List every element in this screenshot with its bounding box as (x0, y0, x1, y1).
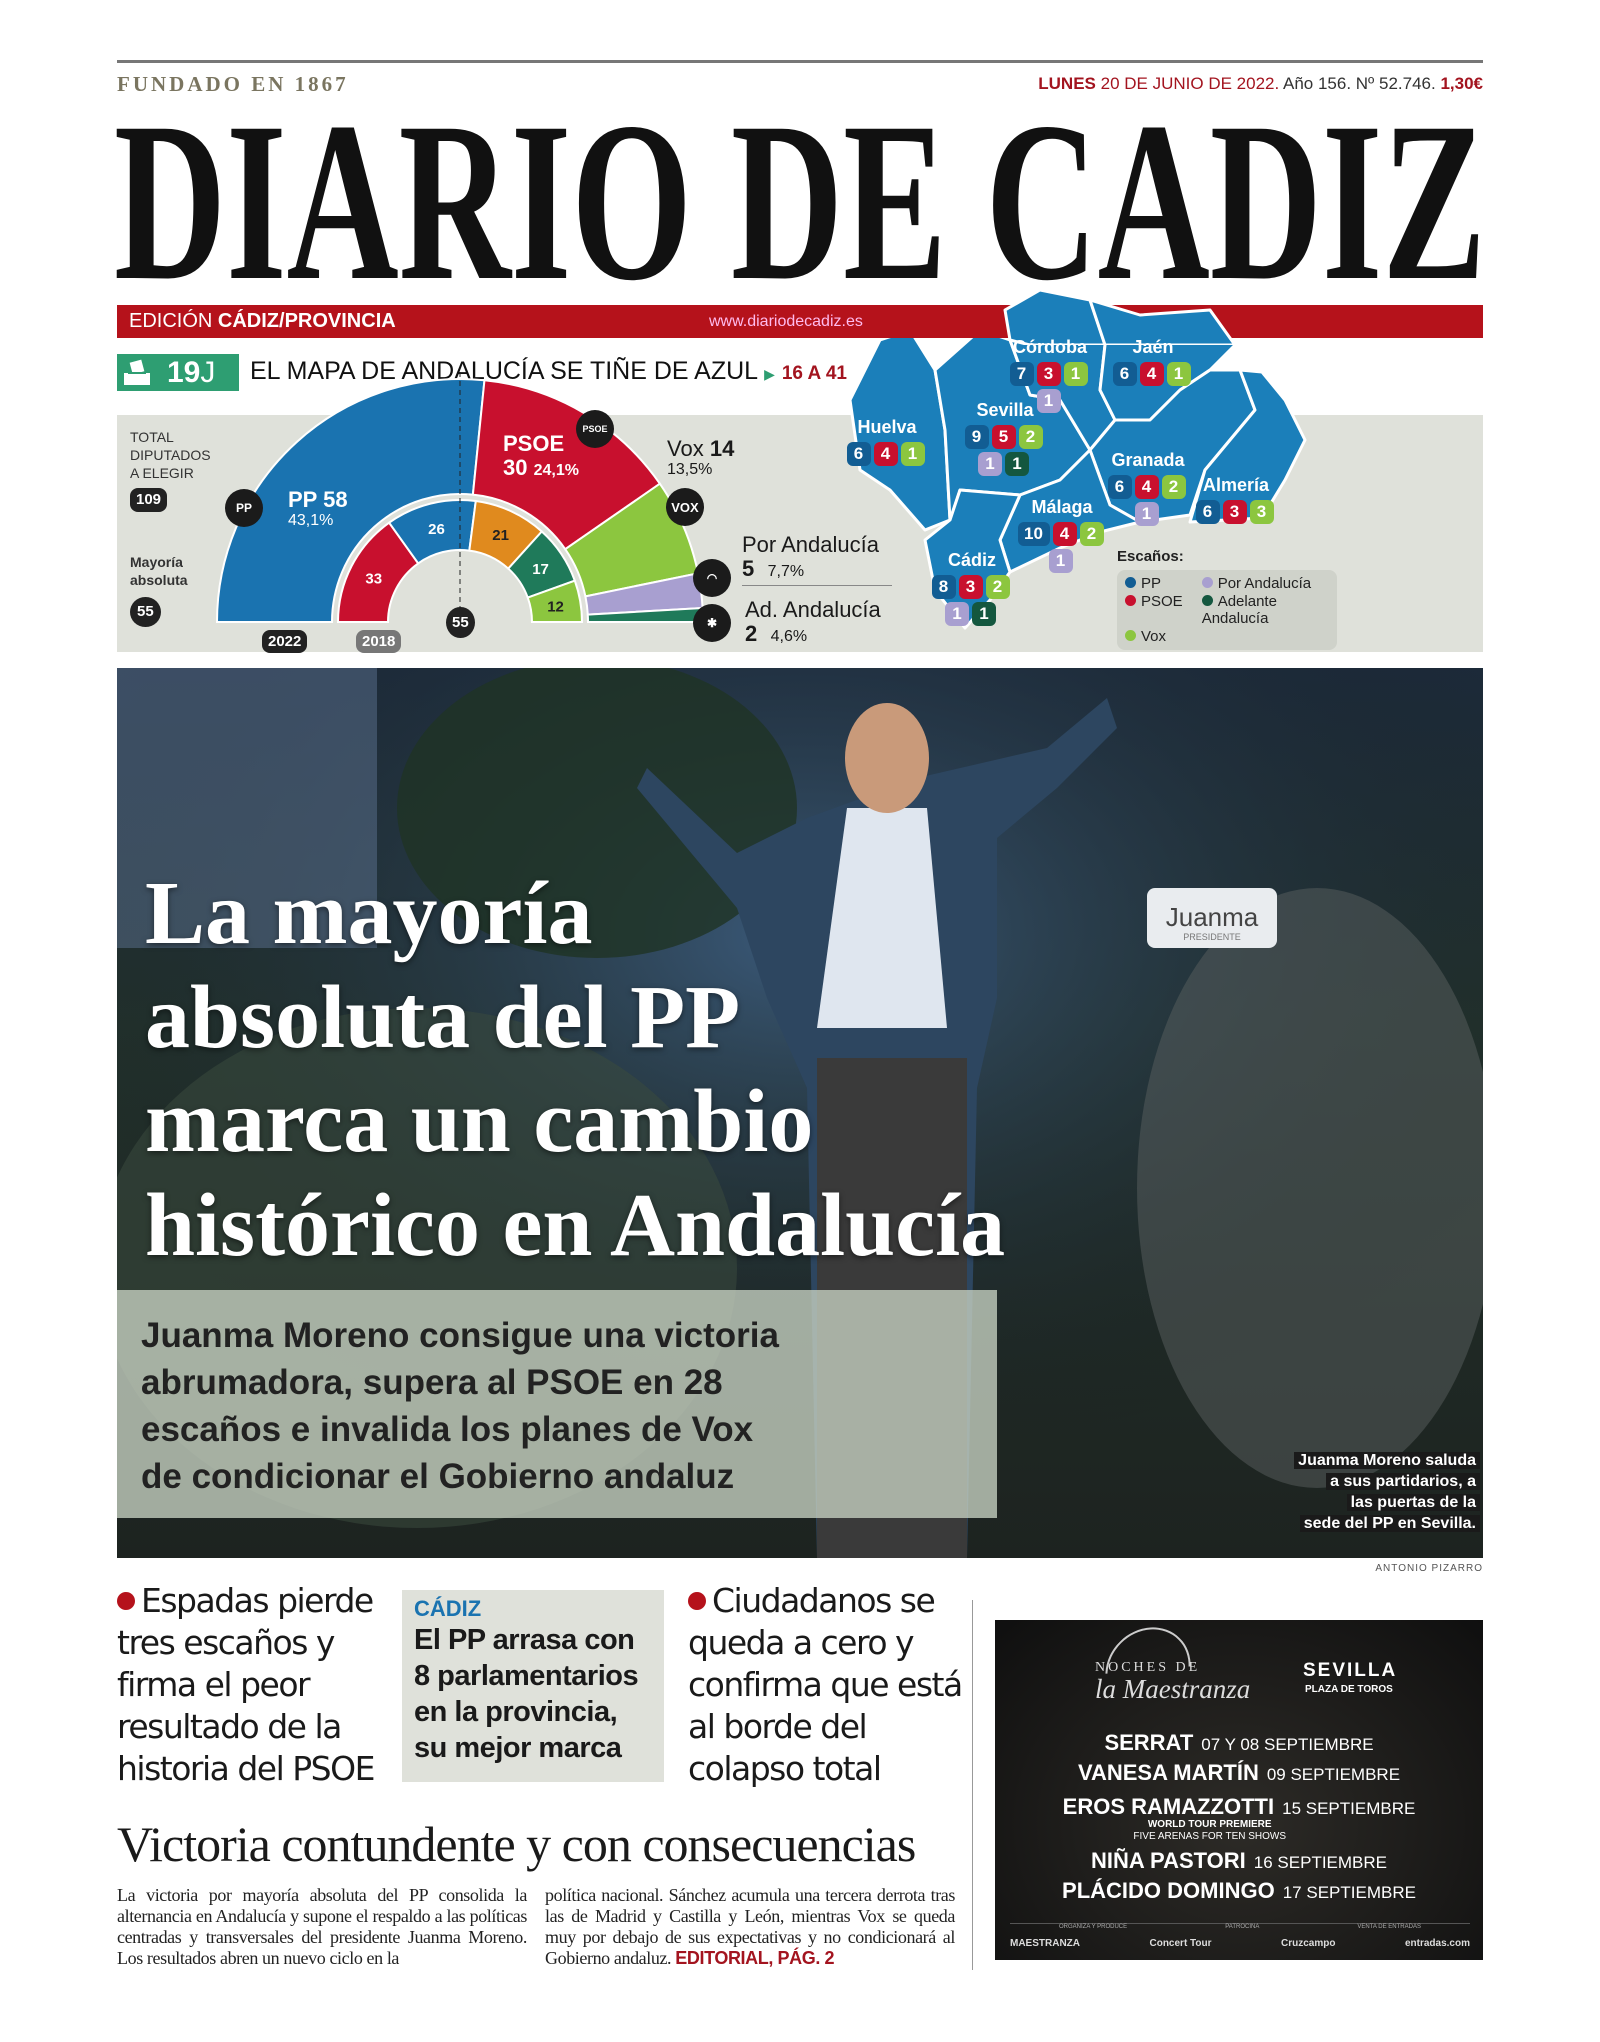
seat-badge: 1 (1037, 389, 1061, 413)
party-pct: 43,1% (288, 512, 334, 529)
por-andalucia-logo: ◠ (693, 559, 731, 597)
seat-badge: 6 (1196, 500, 1220, 524)
headline-line: absoluta del PP (145, 968, 741, 1067)
province-name: Sevilla (976, 400, 1034, 420)
party-pct: 4,6% (770, 628, 808, 645)
seat-badge: 1 (1049, 549, 1073, 573)
seat-badge: 2 (1162, 475, 1186, 499)
brief-cadiz[interactable] (402, 1590, 664, 1782)
editorial-headline[interactable]: Victoria contundente y con consecuencias (117, 1816, 916, 1872)
day: LUNES (1038, 74, 1096, 93)
ad-act: NIÑA PASTORI 16 SEPTIEMBRE (1090, 1848, 1388, 1873)
seat-badge: 5 (992, 425, 1016, 449)
seat-badge: 6 (1113, 362, 1137, 386)
ad-act: VANESA MARTÍN 09 SEPTIEMBRE (1077, 1760, 1401, 1785)
price: 1,30€ (1440, 74, 1483, 93)
photo-caption (1294, 1450, 1480, 1534)
ad-act: PLÁCIDO DOMINGO 17 SEPTIEMBRE (1062, 1878, 1416, 1903)
adelante-andalucia-logo: ✱ (693, 604, 731, 642)
party-vox (667, 437, 734, 479)
sign-subtext: PRESIDENTE (1183, 932, 1241, 942)
edition-name: CÁDIZ/PROVINCIA (217, 310, 396, 332)
subhead-line: Juanma Moreno consigue una victoria (141, 1316, 779, 1355)
seat-badge: 1 (901, 442, 925, 466)
year-2018-label: 2018 (356, 630, 401, 653)
page-ref[interactable]: 16 A 41 (781, 363, 847, 384)
party-name: Por Andalucía (742, 532, 879, 557)
seat-badge: 6 (1108, 475, 1132, 499)
party-name: Ad. Andalucía (745, 597, 881, 622)
province-name: Jaén (1132, 337, 1174, 357)
brief-text: Ciudadanos se queda a cero y confirma que está al borde del colapso total (688, 1581, 962, 1788)
brief-espadas[interactable] (117, 1580, 397, 1790)
ad-act-sub: WORLD TOUR PREMIERE (1147, 1819, 1272, 1830)
bullet-icon (117, 1592, 135, 1610)
party-seats: 2 (745, 621, 758, 646)
brief-kicker: CÁDIZ (414, 1596, 482, 1621)
province-name: Córdoba (1013, 337, 1087, 357)
headline-line: histórico en Andalucía (145, 1176, 1006, 1275)
province-jaén (1093, 337, 1213, 386)
seat-badge: 1 (1005, 452, 1029, 476)
ad-row-labels: ORGANIZA Y PRODUCE PATROCINA VENTA DE ENTRADAS (1010, 1923, 1470, 1930)
majority-line: absoluta (130, 572, 188, 588)
concert-advertisement[interactable] (995, 1620, 1483, 1960)
ad-brand-top: NOCHES DE (1095, 1660, 1201, 1675)
vox-logo: VOX (666, 488, 704, 526)
caption-line: a sus partidarios, a (1326, 1473, 1480, 1490)
party-pp (288, 488, 348, 530)
seat-label-2018: 21 (492, 526, 509, 544)
ad-act: EROS RAMAZZOTTI 15 SEPTIEMBRE (1062, 1794, 1416, 1819)
editorial-col-1: La victoria por mayoría absoluta del PP consolida la alternancia en Andalucía y supone el respaldo a las políticas centradas y transversales del presidente Juanma Moreno. Los resultados abren un nuevo ciclo en la (117, 1885, 527, 1968)
province-name: Huelva (857, 417, 917, 437)
seat-label-2018: 12 (547, 598, 564, 616)
seat-badge: 1 (1064, 362, 1088, 386)
brief-ciudadanos[interactable] (688, 1580, 968, 1790)
editorial-text: política nacional. Sánchez acumula una tercera derrota tras las de Madrid y Castilla y León, mientras Vox se queda muy por debajo de sus expectativas y no condicionará al Gobierno andaluz. (545, 1885, 955, 1968)
psoe-logo: PSOE (576, 410, 614, 448)
legend-item: Por Andalucía (1202, 575, 1329, 592)
website-link[interactable]: www.diariodecadiz.es (709, 313, 863, 330)
seat-label-2018: 26 (428, 520, 445, 538)
tag-number: 19 (167, 356, 201, 389)
party-pct: 13,5% (667, 461, 713, 478)
seat-badge: 4 (1053, 522, 1077, 546)
pp-logo: PP (225, 489, 263, 527)
province-almería (1176, 475, 1296, 524)
party-seats: 5 (742, 556, 755, 581)
seat-badge: 7 (1010, 362, 1034, 386)
issue: Año 156. Nº 52.746. (1283, 74, 1436, 93)
headline-line: marca un cambio (145, 1072, 814, 1171)
date: 20 DE JUNIO DE 2022. (1100, 74, 1280, 93)
subhead-line: abrumadora, supera al PSOE en 28 (141, 1363, 723, 1402)
caption-line: las puertas de la (1347, 1494, 1480, 1511)
caption-line: Juanma Moreno saluda (1294, 1452, 1480, 1469)
seat-label-2018: 33 (365, 570, 383, 588)
province-name: Málaga (1031, 497, 1093, 517)
brief-text: Espadas pierde tres escaños y firma el peor resultado de la historia del PSOE (117, 1581, 374, 1788)
legend-item: Vox (1125, 628, 1196, 645)
seat-badge: 1 (972, 602, 996, 626)
party-seats: 58 (323, 487, 348, 512)
ad-brand: la Maestranza (1095, 1674, 1251, 1704)
party-name: PP (288, 487, 317, 512)
legend-item: PP (1125, 575, 1196, 592)
seat-badge: 2 (1019, 425, 1043, 449)
party-pct: 24,1% (533, 462, 579, 479)
title-text: EL MAPA DE ANDALUCÍA SE TIÑE DE AZUL (250, 357, 758, 385)
seat-badge: 1 (1135, 502, 1159, 526)
province-sevilla (945, 400, 1065, 476)
province-name: Granada (1111, 450, 1185, 470)
seat-badge: 2 (1080, 522, 1104, 546)
legend-title: Escaños: (1117, 548, 1184, 565)
subhead-line: escaños e invalida los planes de Vox (141, 1410, 754, 1449)
tag-letter: J (200, 356, 216, 389)
subhead-line: de condicionar el Gobierno andaluz (141, 1457, 735, 1496)
masthead-text: DIARIO DE CADIZ (114, 118, 1486, 288)
province-name: Almería (1202, 475, 1270, 495)
ad-act: SERRAT 07 Y 08 SEPTIEMBRE (1104, 1730, 1374, 1755)
bullet-icon (688, 1592, 706, 1610)
seat-badge: 3 (1037, 362, 1061, 386)
ad-city: SEVILLA (1303, 1660, 1398, 1681)
province-name: Cádiz (947, 550, 996, 570)
legend-item: Adelante Andalucía (1201, 593, 1277, 627)
arrow-icon: ▶ (764, 366, 775, 382)
main-headline[interactable] (145, 862, 1145, 1278)
ad-sponsors: MAESTRANZA Concert Tour Cruzcampo entradas.com (1010, 1938, 1470, 1949)
majority-value: 55 (130, 597, 161, 627)
year-2022-label: 2022 (262, 630, 307, 653)
caption-line: sede del PP en Sevilla. (1300, 1515, 1480, 1532)
province-cádiz (912, 550, 1032, 626)
seat-badge: 6 (847, 442, 871, 466)
seat-badge: 1 (1167, 362, 1191, 386)
party-seats: 30 (503, 455, 528, 480)
total-line: TOTAL (130, 429, 174, 445)
ad-act-sub: FIVE ARENAS FOR TEN SHOWS (1133, 1831, 1287, 1842)
column-divider (972, 1600, 973, 1970)
map-legend (1117, 548, 1337, 650)
seat-badge: 1 (978, 452, 1002, 476)
majority-line: Mayoría (130, 554, 183, 570)
founded-label: FUNDADO EN 1867 (117, 72, 349, 96)
seat-badge: 9 (965, 425, 989, 449)
editorial-ref-link[interactable]: EDITORIAL, PÁG. 2 (675, 1948, 835, 1968)
total-value: 109 (130, 488, 167, 512)
province-huelva (827, 417, 947, 466)
hemicycle-chart (0, 0, 800, 660)
legend-item: PSOE (1125, 593, 1196, 627)
seat-badge: 2 (986, 575, 1010, 599)
editorial-col-2 (545, 1885, 955, 1969)
party-ad-andalucia (745, 598, 881, 646)
seat-label-2018: 17 (532, 560, 549, 578)
seat-badge: 4 (1140, 362, 1164, 386)
seat-badge: 3 (1250, 500, 1274, 524)
party-psoe (503, 432, 579, 480)
edition-label: EDICIÓN (129, 310, 213, 332)
subheadline-box (117, 1290, 997, 1518)
brief-text: El PP arrasa con 8 parlamentarios en la provincia, su mejor marca (414, 1624, 639, 1764)
party-por-andalucia (742, 533, 892, 586)
seat-badge: 10 (1018, 522, 1050, 546)
ad-venue: PLAZA DE TOROS (1305, 1684, 1393, 1695)
seat-badge: 4 (1135, 475, 1159, 499)
party-name: Vox (667, 436, 704, 461)
photo-credit: ANTONIO PIZARRO (1375, 1563, 1483, 1574)
party-seats: 14 (709, 436, 735, 461)
sign-text: Juanma (1165, 902, 1259, 932)
seat-badge: 3 (959, 575, 983, 599)
headline-line: La mayoría (145, 864, 593, 963)
seat-badge: 8 (932, 575, 956, 599)
seat-badge: 1 (945, 602, 969, 626)
total-line: A ELEGIR (130, 465, 194, 481)
seat-badge: 3 (1223, 500, 1247, 524)
majority-center-value: 55 (446, 607, 475, 638)
subheadline (141, 1312, 997, 1500)
total-line: DIPUTADOS (130, 447, 211, 463)
party-pct: 7,7% (767, 563, 805, 580)
party-name: PSOE (503, 431, 565, 456)
seat-badge: 4 (874, 442, 898, 466)
